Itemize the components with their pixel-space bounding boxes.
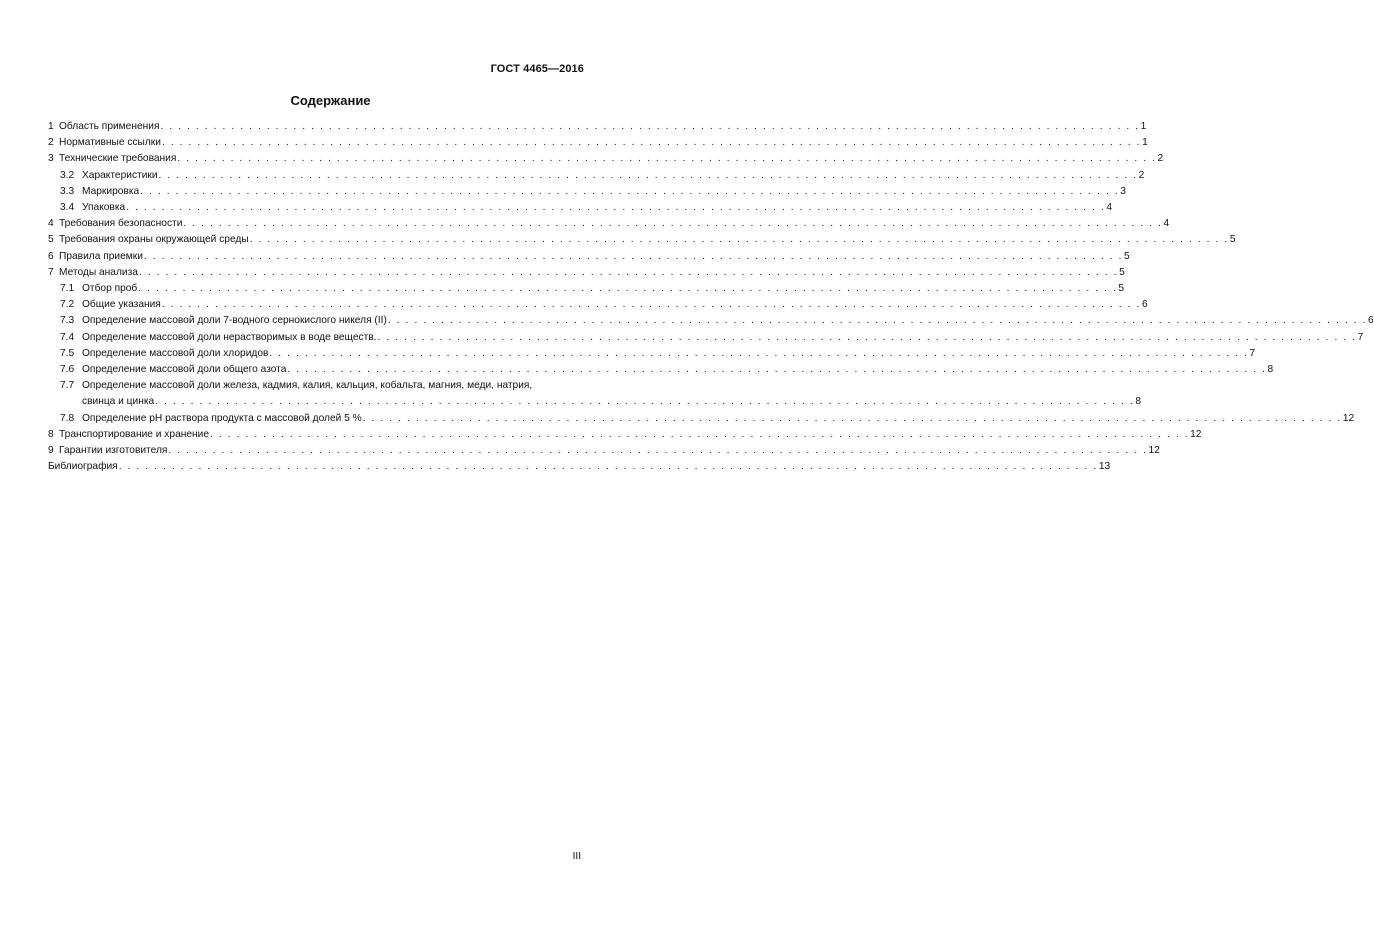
toc-entry-page: 1 — [1140, 121, 1147, 132]
toc-entry-title: Определение массовой доли хлоридов — [82, 347, 269, 359]
toc-leader-dots: . . . . . . . . . . . . . . . . . . . . . . . . . . . . . . . . . . . . . . . . . . . . . . . . . . . . . . . . . . . . . . . . . . . . . . . . . . . . . . . . . . . . . . . . . . . . . . . . . . . . . . . . . . . . . . . — [118, 461, 1098, 473]
toc-entry-number: 3.3 — [60, 185, 75, 197]
toc-leader-dots: . . . . . . . . . . . . . . . . . . . . . . . . . . . . . . . . . . . . . . . . . . . . . . . . . . . . . . . . . . . . . . . . . . . . . . . . . . . . . . . . . . . . . . . . . . . . . . . . . . . . . . . . . . . . . . . — [140, 185, 1120, 197]
toc-entry-page: 1 — [1142, 137, 1148, 149]
toc-entry-number: 1 — [48, 121, 54, 132]
toc-entry[interactable] — [48, 313, 1374, 329]
toc-entry-title: Транспортирование и хранение — [59, 428, 210, 440]
toc-leader-dots: . . . . . . . . . . . . . . . . . . . . . . . . . . . . . . . . . . . . . . . . . . . . . . . . . . . . . . . . . . . . . . . . . . . . . . . . . . . . . . . . . . . . . . . . . . . . . . . . . . . . . . . . . . . . . . . — [138, 283, 1118, 295]
toc-leader-dots: . . . . . . . . . . . . . . . . . . . . . . . . . . . . . . . . . . . . . . . . . . . . . . . . . . . . . . . . . . . . . . . . . . . . . . . . . . . . . . . . . . . . . . . . . . . . . . . . . . . . . . . . . . . . . . . — [138, 266, 1119, 278]
toc-entry[interactable] — [48, 265, 1125, 281]
toc-entry-title: Определение массовой доли железа, кадмия, калия, кальция, кобальта, магния, меди, натрия, — [82, 380, 533, 392]
toc-entry-page: 6 — [1141, 299, 1148, 311]
toc-entry-number: 7.2 — [60, 299, 75, 311]
table-of-contents — [48, 119, 1374, 475]
toc-entry-title: Маркировка — [82, 185, 140, 197]
toc-leader-dots: . . . . . . . . . . . . . . . . . . . . . . . . . . . . . . . . . . . . . . . . . . . . . . . . . . . . . . . . . . . . . . . . . . . . . . . . . . . . . . . . . . . . . . . . . . . . . . . . . . . . . . . . . . . . . . . — [183, 218, 1163, 230]
toc-entry[interactable] — [48, 346, 1256, 362]
toc-entry-title: Методы анализа — [59, 266, 138, 278]
toc-entry-number: 9 — [48, 445, 54, 457]
toc-entry[interactable] — [48, 168, 1145, 184]
toc-entry-title: Характеристики — [82, 169, 158, 181]
page-number: III — [572, 851, 581, 862]
toc-entry-page: 6 — [1368, 315, 1374, 327]
toc-entry-title: Требования охраны окружающей среды — [59, 234, 249, 246]
toc-entry-page: 4 — [1163, 218, 1170, 230]
toc-entry-title: Область применения — [59, 121, 160, 132]
toc-entry-page: 5 — [1124, 250, 1130, 262]
toc-entry[interactable] — [48, 184, 1126, 200]
toc-entry-line-first — [60, 378, 583, 394]
toc-entry-number: 6 — [48, 250, 54, 262]
toc-entry-title: Определение массовой доли общего азота — [82, 364, 287, 376]
toc-entry-number: 7.4 — [60, 331, 75, 343]
toc-entry-page: 7 — [1357, 331, 1364, 343]
toc-entry[interactable] — [48, 411, 1355, 427]
toc-entry[interactable] — [48, 249, 1130, 265]
toc-leader-dots: . . . . . . . . . . . . . . . . . . . . . . . . . . . . . . . . . . . . . . . . . . . . . . . . . . . . . . . . . . . . . . . . . . . . . . . . . . . . . . . . . . . . . . . . . . . . . . . . . . . . . . . . . . . . . . . — [160, 121, 1140, 132]
toc-entry-page: 5 — [1118, 283, 1125, 295]
toc-entry-title: Определение массовой доли 7-водного сернокислого никеля (II) — [82, 315, 387, 327]
toc-entry[interactable] — [48, 378, 1141, 410]
toc-entry-page: 5 — [1229, 234, 1236, 246]
toc-entry-title: Отбор проб — [82, 283, 138, 295]
toc-leader-dots: . . . . . . . . . . . . . . . . . . . . . . . . . . . . . . . . . . . . . . . . . . . . . . . . . . . . . . . . . . . . . . . . . . . . . . . . . . . . . . . . . . . . . . . . . . . . . . . . . . . . . . . . . . . . . . . — [377, 331, 1357, 343]
toc-entry-number: 7.6 — [60, 364, 75, 376]
toc-entry-number: 7.1 — [60, 283, 75, 295]
toc-leader-dots: . . . . . . . . . . . . . . . . . . . . . . . . . . . . . . . . . . . . . . . . . . . . . . . . . . . . . . . . . . . . . . . . . . . . . . . . . . . . . . . . . . . . . . . . . . . . . . . . . . . . . . . . . . . . . . . — [287, 364, 1267, 376]
toc-entry-page: 7 — [1249, 347, 1256, 359]
toc-leader-dots: . . . . . . . . . . . . . . . . . . . . . . . . . . . . . . . . . . . . . . . . . . . . . . . . . . . . . . . . . . . . . . . . . . . . . . . . . . . . . . . . . . . . . . . . . . . . . . . . . . . . . . . . . . . . . . . — [249, 234, 1229, 246]
toc-leader-dots: . . . . . . . . . . . . . . . . . . . . . . . . . . . . . . . . . . . . . . . . . . . . . . . . . . . . . . . . . . . . . . . . . . . . . . . . . . . . . . . . . . . . . . . . . . . . . . . . . . . . . . . . . . . . . . . — [158, 169, 1138, 181]
toc-entry-number: 3.2 — [60, 169, 75, 181]
toc-entry-title: Определение рН раствора продукта с массовой долей 5 % — [82, 412, 362, 424]
toc-entry-number: 8 — [48, 428, 54, 440]
toc-entry-number: 7.7 — [60, 380, 75, 392]
toc-entry-number: 7.5 — [60, 347, 75, 359]
toc-entry-title: Технические требования — [59, 153, 177, 165]
toc-entry-title: Определение массовой доли нерастворимых в воде веществ. — [82, 331, 377, 343]
toc-leader-dots: . . . . . . . . . . . . . . . . . . . . . . . . . . . . . . . . . . . . . . . . . . . . . . . . . . . . . . . . . . . . . . . . . . . . . . . . . . . . . . . . . . . . . . . . . . . . . . . . . . . . . . . . . . . . . . . — [155, 396, 1135, 408]
toc-entry-page: 13 — [1098, 461, 1111, 473]
toc-entry-number: 5 — [48, 234, 54, 246]
toc-entry[interactable] — [48, 281, 1125, 297]
toc-entry[interactable] — [48, 200, 1112, 216]
toc-leader-dots: . . . . . . . . . . . . . . . . . . . . . . . . . . . . . . . . . . . . . . . . . . . . . . . . . . . . . . . . . . . . . . . . . . . . . . . . . . . . . . . . . . . . . . . . . . . . . . . . . . . . . . . . . . . . . . . — [161, 299, 1141, 311]
toc-entry[interactable] — [48, 443, 1160, 459]
standard-code: ГОСТ 4465—2016 — [490, 63, 584, 75]
toc-entry-number: 4 — [48, 218, 54, 230]
toc-entry[interactable] — [48, 330, 1364, 346]
toc-entry-page: 12 — [1342, 412, 1355, 424]
toc-entry[interactable] — [48, 119, 1147, 135]
toc-leader-dots: . . . . . . . . . . . . . . . . . . . . . . . . . . . . . . . . . . . . . . . . . . . . . . . . . . . . . . . . . . . . . . . . . . . . . . . . . . . . . . . . . . . . . . . . . . . . . . . . . . . . . . . . . . . . . . . — [161, 137, 1142, 149]
toc-entry-title: Нормативные ссылки — [59, 137, 161, 149]
toc-entry-number: 7.3 — [60, 315, 75, 327]
toc-entry-title: Упаковка — [82, 202, 126, 214]
toc-entry-page: 4 — [1106, 202, 1112, 214]
toc-entry-number: 7.8 — [60, 412, 75, 424]
toc-entry-bibliography[interactable] — [48, 459, 1111, 475]
toc-entry-page: 12 — [1148, 445, 1160, 457]
toc-entry[interactable] — [48, 216, 1170, 232]
toc-entry[interactable] — [48, 297, 1148, 313]
toc-entry-line-second — [60, 394, 1141, 410]
toc-leader-dots: . . . . . . . . . . . . . . . . . . . . . . . . . . . . . . . . . . . . . . . . . . . . . . . . . . . . . . . . . . . . . . . . . . . . . . . . . . . . . . . . . . . . . . . . . . . . . . . . . . . . . . . . . . . . . . . — [362, 412, 1342, 424]
toc-entry-number: 3 — [48, 153, 54, 165]
toc-leader-dots: . . . . . . . . . . . . . . . . . . . . . . . . . . . . . . . . . . . . . . . . . . . . . . . . . . . . . . . . . . . . . . . . . . . . . . . . . . . . . . . . . . . . . . . . . . . . . . . . . . . . . . . . . . . . . . . — [126, 202, 1106, 214]
toc-entry[interactable] — [48, 135, 1148, 151]
toc-entry-page: 5 — [1119, 266, 1125, 278]
toc-entry-title: Общие указания — [82, 299, 161, 311]
toc-entry[interactable] — [48, 151, 1164, 167]
toc-leader-dots: . . . . . . . . . . . . . . . . . . . . . . . . . . . . . . . . . . . . . . . . . . . . . . . . . . . . . . . . . . . . . . . . . . . . . . . . . . . . . . . . . . . . . . . . . . . . . . . . . . . . . . . . . . . . . . . — [269, 347, 1249, 359]
toc-entry-number: 2 — [48, 137, 54, 149]
toc-entry-page: 3 — [1120, 185, 1126, 197]
toc-entry-page: 2 — [1157, 153, 1164, 165]
toc-entry-page: 8 — [1267, 364, 1274, 376]
toc-entry[interactable] — [48, 232, 1236, 248]
toc-leader-dots: . . . . . . . . . . . . . . . . . . . . . . . . . . . . . . . . . . . . . . . . . . . . . . . . . . . . . . . . . . . . . . . . . . . . . . . . . . . . . . . . . . . . . . . . . . . . . . . . . . . . . . . . . . . . . . . — [177, 153, 1157, 165]
toc-entry[interactable] — [48, 362, 1274, 378]
toc-entry-title: Библиография — [48, 461, 118, 473]
toc-leader-dots: . . . . . . . . . . . . . . . . . . . . . . . . . . . . . . . . . . . . . . . . . . . . . . . . . . . . . . . . . . . . . . . . . . . . . . . . . . . . . . . . . . . . . . . . . . . . . . . . . . . . . . . . . . . . . . . — [168, 445, 1148, 457]
toc-title: Содержание — [290, 93, 371, 108]
toc-entry-title-continued: свинца и цинка — [82, 396, 155, 408]
toc-leader-dots: . . . . . . . . . . . . . . . . . . . . . . . . . . . . . . . . . . . . . . . . . . . . . . . . . . . . . . . . . . . . . . . . . . . . . . . . . . . . . . . . . . . . . . . . . . . . . . . . . . . . . . . . . . . . . . . — [387, 315, 1367, 327]
toc-entry-title: Правила приемки — [59, 250, 143, 262]
toc-entry-page: 2 — [1138, 169, 1145, 181]
toc-leader-dots: . . . . . . . . . . . . . . . . . . . . . . . . . . . . . . . . . . . . . . . . . . . . . . . . . . . . . . . . . . . . . . . . . . . . . . . . . . . . . . . . . . . . . . . . . . . . . . . . . . . . . . . . . . . . . . . — [143, 250, 1124, 262]
toc-entry-number: 7 — [48, 266, 54, 278]
toc-entry-number: 3.4 — [60, 202, 75, 214]
toc-entry-page: 12 — [1190, 428, 1202, 440]
toc-entry-title: Гарантии изготовителя — [59, 445, 168, 457]
toc-entry[interactable] — [48, 427, 1202, 443]
toc-leader-dots: . . . . . . . . . . . . . . . . . . . . . . . . . . . . . . . . . . . . . . . . . . . . . . . . . . . . . . . . . . . . . . . . . . . . . . . . . . . . . . . . . . . . . . . . . . . . . . . . . . . . . . . . . . . . . . . — [210, 428, 1190, 440]
toc-entry-page: 8 — [1135, 396, 1141, 408]
toc-entry-title: Требования безопасности — [59, 218, 183, 230]
